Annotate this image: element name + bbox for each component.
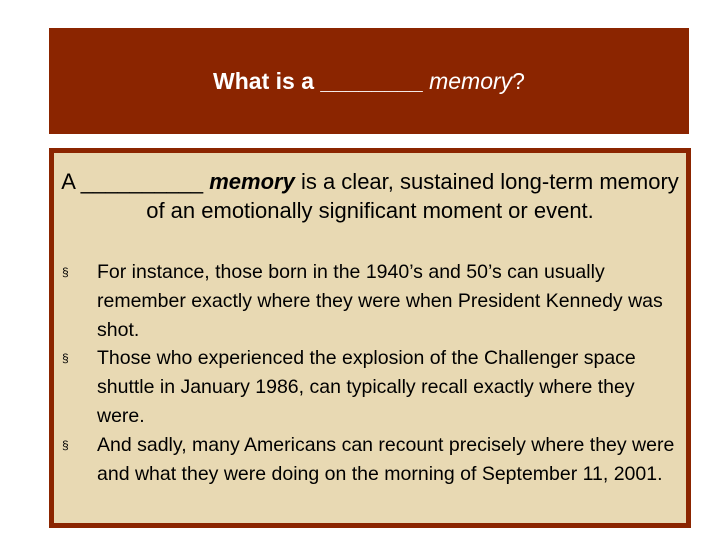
bullet-marker-icon: § [62, 351, 69, 366]
title-term: memory [429, 67, 513, 94]
bullet-item [54, 258, 686, 344]
definition-prefix: A __________ [61, 169, 210, 194]
definition-term: memory [209, 169, 295, 194]
definition-text [54, 167, 686, 225]
bullet-text: Those who experienced the explosion of the Challenger space shuttle in January 1986, can typically recall exactly where they were. [97, 347, 636, 427]
title-prefix: What is a ________ [213, 67, 430, 94]
definition-rest: is a clear, sustained long-term memory of an emotionally significant moment or event. [146, 169, 679, 223]
slide-title [213, 68, 525, 95]
bullet-marker-icon: § [62, 265, 69, 279]
slide-title-banner [49, 28, 689, 134]
bullet-item [54, 431, 686, 489]
bullet-text: For instance, those born in the 1940’s and 50’s can usually remember exactly where they were when President Kennedy was shot. [97, 261, 663, 341]
bullet-marker-icon: § [62, 437, 69, 452]
title-suffix: ? [512, 67, 525, 94]
slide-content-box [49, 148, 691, 528]
bullet-text: And sadly, many Americans can recount precisely where they were and what they were doing on the morning of September 11, 2001. [97, 433, 675, 485]
bullet-list [54, 258, 686, 488]
bullet-item [54, 344, 686, 430]
